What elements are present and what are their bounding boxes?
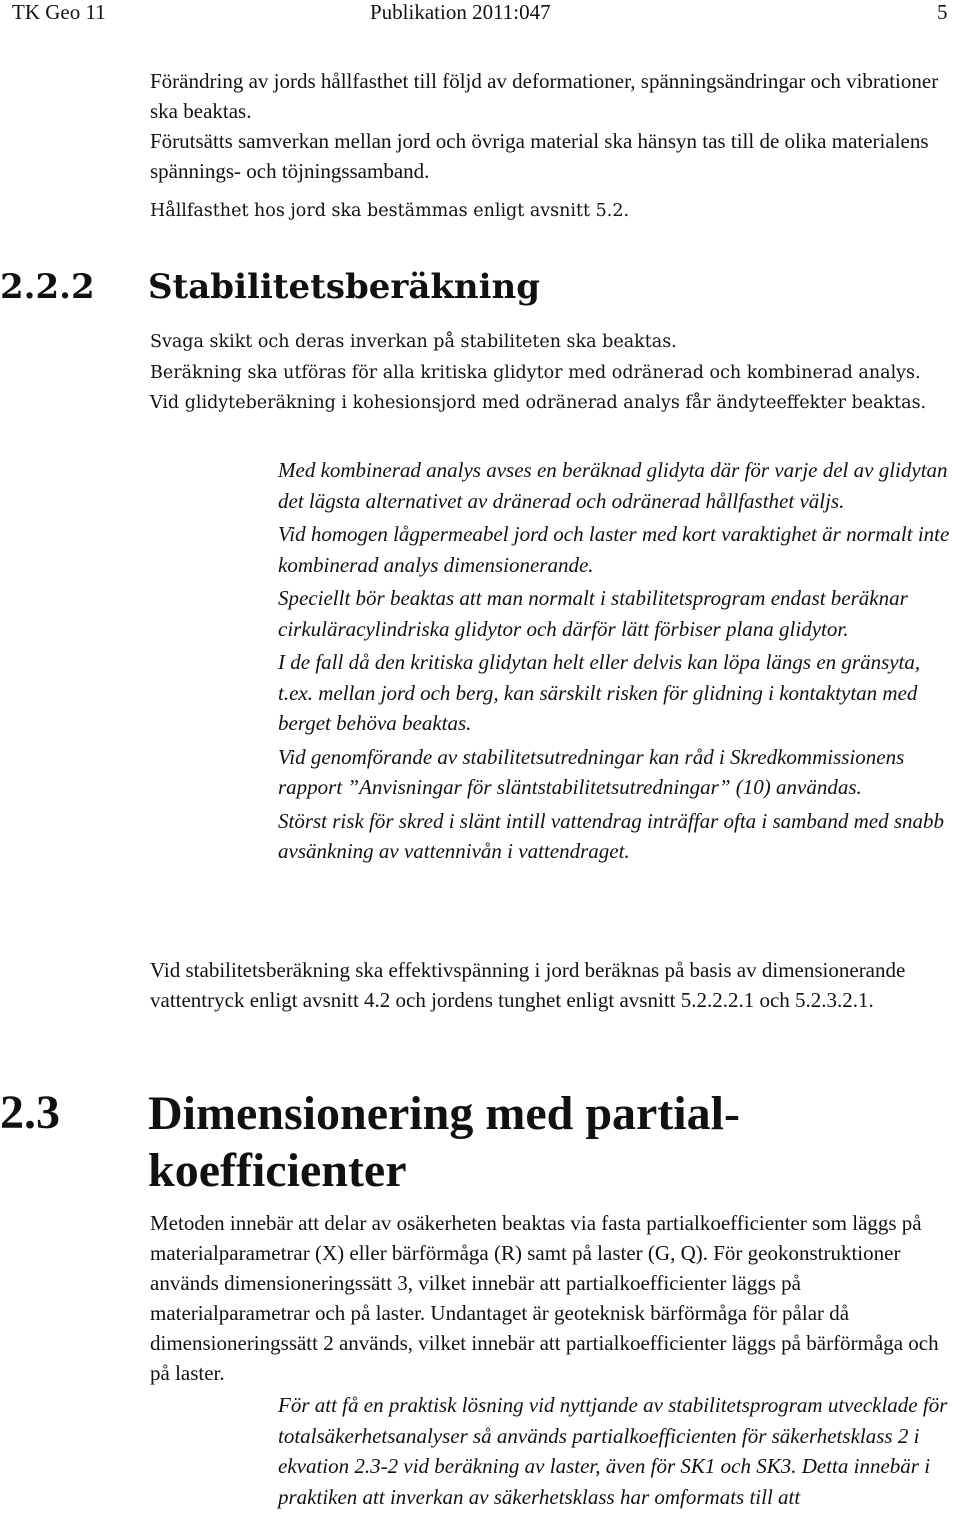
body-paragraph: Metoden innebär att delar av osäkerheten beaktas via fasta partialkoefficienter som läggs på materialparametrar (X) eller bärförmåga (R) samt på laster (G, Q). För geokonstruktioner används dimensioneringssätt 3, vilket innebär att partialkoefficienter läggs på materialparametrar och på laster. Undantaget är geoteknisk bärförmåga för pålar då dimensioneringssätt 2 används, vilket innebär att partialkoefficienter läggs på bärförmåga och på laster. — [150, 1211, 939, 1385]
commentary-note-6: Störst risk för skred i slänt intill vattendrag inträffar ofta i samband med snabb avsänkning av vattennivån i vattendraget. — [278, 808, 944, 863]
commentary-note-2: Vid homogen lågpermeabel jord och laster med kort varaktighet är normalt inte kombinerad analys dimensionerande. — [278, 522, 950, 577]
intro-block — [150, 66, 955, 186]
chapter-number: 2.3 — [0, 1086, 60, 1139]
commentary-note-7: För att få en praktisk lösning vid nyttjande av stabilitetsprogram utvecklade för totalsäkerhetsanalyser så används partialkoefficienten för säkerhetsklass 2 i ekvation 2.3-2 vid beräkning av laster, även för SK1 och SK3. Detta innebär i praktiken att inverkan av säkerhetsklass har omformats till att — [278, 1393, 948, 1509]
intro-paragraph-3: Hållfasthet hos jord ska bestämmas enligt avsnitt 5.2. — [150, 201, 630, 221]
requirements-block — [150, 327, 940, 419]
intro-block-3 — [150, 196, 955, 227]
commentary-note-3: Speciellt bör beaktas att man normalt i stabilitetsprogram endast beräknar cirkuläracylindriska glidytor och därför lätt förbiser plana glidytor. — [278, 586, 908, 641]
header-left: TK Geo 11 — [12, 0, 106, 24]
section-title: Stabilitetsberäkning — [148, 267, 541, 307]
requirement-2: Beräkning ska utföras för alla kritiska glidytor med odränerad och kombinerad analys. Vid glidyteberäkning i kohesionsjord med odränerad analys får ändyteeffekter beaktas. — [150, 362, 927, 413]
header-center: Publikation 2011:047 — [370, 0, 551, 24]
requirement-1: Svaga skikt och deras inverkan på stabiliteten ska beaktas. — [150, 332, 677, 352]
commentary-note-4: I de fall då den kritiska glidytan helt eller delvis kan löpa längs en gränsyta, t.ex. mellan jord och berg, kan särskilt risken för glidning i kontaktytan med berget behöva beaktas. — [278, 650, 921, 735]
closing-paragraph: Vid stabilitetsberäkning ska effektivspänning i jord beräknas på basis av dimensionerande vattentryck enligt avsnitt 4.2 och jordens tunghet enligt avsnitt 5.2.2.2.1 och 5.2.3.2.1. — [150, 958, 906, 1012]
section-number: 2.2.2 — [0, 267, 95, 307]
page-number: 5 — [937, 0, 948, 24]
closing-block — [150, 955, 940, 1015]
commentary-note-1: Med kombinerad analys avses en beräknad glidyta där för varje del av glidytan det lägsta alternativet av dränerad och odränerad hållfasthet väljs. — [278, 458, 948, 513]
commentary-note-5: Vid genomförande av stabilitetsutredningar kan råd i Skredkommissionens rapport ”Anvisningar för släntstabilitetsutredningar” (10) användas. — [278, 744, 905, 799]
intro-paragraph-2: Förutsätts samverkan mellan jord och övriga material ska hänsyn tas till de olika materialens spännings- och töjningssamband. — [150, 129, 929, 183]
commentary-block — [278, 455, 950, 867]
commentary-block-2 — [278, 1390, 950, 1512]
chapter-title: Dimensionering med partial-koefficienter — [148, 1087, 740, 1197]
intro-paragraph-1: Förändring av jords hållfasthet till följd av deformationer, spänningsändringar och vibrationer ska beaktas. — [150, 69, 939, 123]
body-block — [150, 1208, 960, 1388]
